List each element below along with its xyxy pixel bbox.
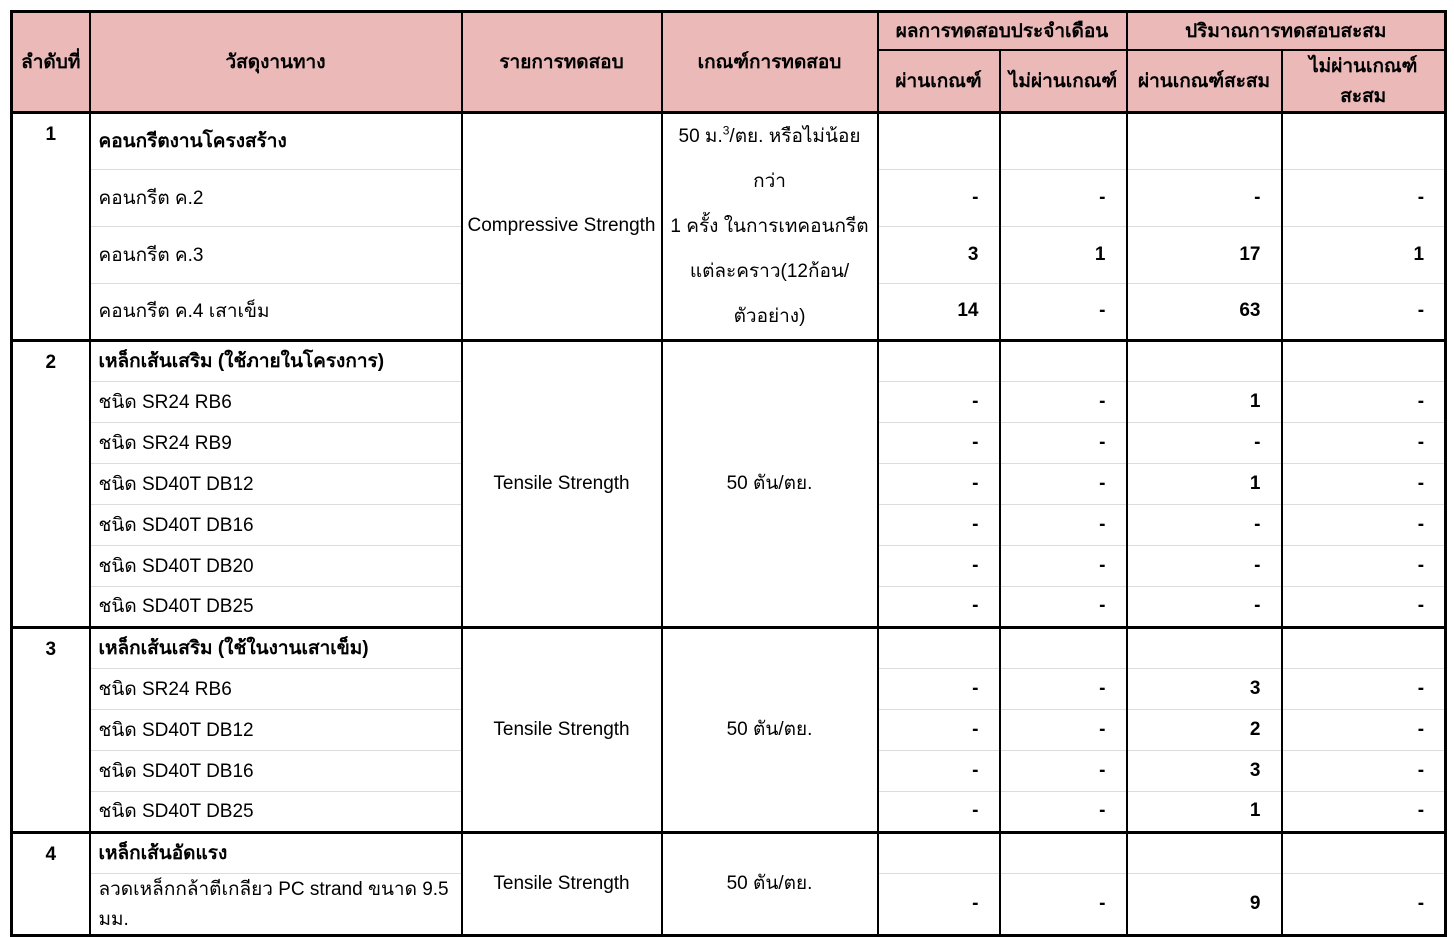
fail-cumulative-value-cell: -: [1282, 463, 1446, 504]
table-row: [12, 340, 1446, 381]
header-cell-no: ลำดับที่: [12, 12, 90, 113]
criteria-line: 50 ตัน/ตย.: [726, 473, 813, 494]
fail-value-cell: -: [1000, 873, 1127, 935]
fail-value-cell: -: [1000, 283, 1127, 340]
pass-cumulative-value-cell: 17: [1127, 226, 1282, 283]
fail-cumulative-value-cell: -: [1282, 709, 1446, 750]
pass-cumulative-value-cell: 1: [1127, 381, 1282, 422]
criteria-line: 50 ตัน/ตย.: [726, 873, 813, 894]
material-cell: เหล็กเส้นอัดแรง: [90, 832, 462, 873]
fail-value-cell: -: [1000, 381, 1127, 422]
test-name-cell: Tensile Strength: [462, 340, 662, 627]
header-cell-fail-cumulative: ไม่ผ่านเกณฑ์สะสม: [1282, 50, 1446, 113]
criteria-cell: [662, 112, 878, 340]
fail-cumulative-value-cell: [1282, 340, 1446, 381]
fail-value-cell: -: [1000, 463, 1127, 504]
row-number-cell: [12, 340, 90, 627]
pass-value-cell: -: [878, 668, 1000, 709]
fail-cumulative-value-cell: -: [1282, 873, 1446, 935]
pass-cumulative-value-cell: -: [1127, 586, 1282, 627]
fail-value-cell: [1000, 340, 1127, 381]
table-row: [12, 112, 1446, 169]
pass-value-cell: -: [878, 545, 1000, 586]
material-cell: ลวดเหล็กกล้าตีเกลียว PC strand ขนาด 9.5 มม.: [90, 873, 462, 935]
criteria-line: แต่ละคราว(12ก้อน/ตัวอย่าง): [689, 260, 850, 327]
fail-value-cell: [1000, 112, 1127, 169]
criteria-cell: [662, 340, 878, 627]
material-cell: ชนิด SD40T DB25: [90, 791, 462, 832]
fail-cumulative-value-cell: -: [1282, 586, 1446, 627]
header-group-monthly: ผลการทดสอบประจำเดือน: [878, 12, 1127, 50]
fail-cumulative-value-cell: [1282, 112, 1446, 169]
fail-cumulative-value-cell: [1282, 832, 1446, 873]
pass-value-cell: -: [878, 791, 1000, 832]
table-body: [12, 112, 1446, 935]
table-row: [12, 627, 1446, 668]
table-header: [12, 12, 1446, 113]
pass-cumulative-value-cell: [1127, 112, 1282, 169]
pass-cumulative-value-cell: -: [1127, 504, 1282, 545]
pass-cumulative-value-cell: 9: [1127, 873, 1282, 935]
fail-value-cell: [1000, 832, 1127, 873]
pass-value-cell: [878, 340, 1000, 381]
fail-value-cell: -: [1000, 169, 1127, 226]
test-name-cell: Tensile Strength: [462, 832, 662, 935]
row-number-text: 4: [45, 843, 57, 865]
criteria-prefix: 50 ม.: [678, 125, 723, 147]
fail-cumulative-value-cell: -: [1282, 750, 1446, 791]
fail-value-cell: -: [1000, 504, 1127, 545]
pass-value-cell: [878, 112, 1000, 169]
header-cell-criteria: เกณฑ์การทดสอบ: [662, 12, 878, 113]
header-row-groups: [12, 12, 1446, 50]
fail-cumulative-value-cell: -: [1282, 791, 1446, 832]
pass-value-cell: -: [878, 422, 1000, 463]
pass-cumulative-value-cell: -: [1127, 422, 1282, 463]
material-cell: ชนิด SD40T DB12: [90, 709, 462, 750]
pass-cumulative-value-cell: 2: [1127, 709, 1282, 750]
fail-cumulative-value-cell: -: [1282, 545, 1446, 586]
test-name-cell: Compressive Strength: [462, 112, 662, 340]
fail-cumulative-value-cell: 1: [1282, 226, 1446, 283]
material-cell: ชนิด SD40T DB20: [90, 545, 462, 586]
pass-cumulative-value-cell: [1127, 832, 1282, 873]
fail-cumulative-value-cell: -: [1282, 668, 1446, 709]
pass-value-cell: -: [878, 381, 1000, 422]
fail-value-cell: [1000, 627, 1127, 668]
fail-cumulative-value-cell: -: [1282, 169, 1446, 226]
fail-cumulative-value-cell: -: [1282, 422, 1446, 463]
criteria-line: 1 ครั้ง ในการเทคอนกรีต: [670, 215, 869, 237]
pass-cumulative-value-cell: 1: [1127, 463, 1282, 504]
header-group-cumulative: ปริมาณการทดสอบสะสม: [1127, 12, 1446, 50]
criteria-suffix: /ตย. หรือไม่น้อยกว่า: [729, 125, 861, 192]
criteria-superscript: 3: [722, 123, 730, 138]
pass-value-cell: [878, 627, 1000, 668]
pass-value-cell: -: [878, 750, 1000, 791]
fail-cumulative-value-cell: [1282, 627, 1446, 668]
header-cell-test: รายการทดสอบ: [462, 12, 662, 113]
pass-cumulative-value-cell: 1: [1127, 791, 1282, 832]
pass-cumulative-value-cell: [1127, 627, 1282, 668]
fail-cumulative-value-cell: -: [1282, 381, 1446, 422]
pass-value-cell: 3: [878, 226, 1000, 283]
material-cell: คอนกรีต ค.3: [90, 226, 462, 283]
material-cell: เหล็กเส้นเสริม (ใช้ในงานเสาเข็ม): [90, 627, 462, 668]
pass-value-cell: -: [878, 873, 1000, 935]
material-cell: คอนกรีต ค.2: [90, 169, 462, 226]
material-cell: ชนิด SD40T DB12: [90, 463, 462, 504]
row-number-cell: [12, 832, 90, 935]
row-number-text: 1: [45, 123, 57, 145]
header-cell-pass-cumulative: ผ่านเกณฑ์สะสม: [1127, 50, 1282, 113]
material-cell: ชนิด SR24 RB6: [90, 668, 462, 709]
row-number-cell: [12, 112, 90, 340]
pass-value-cell: 14: [878, 283, 1000, 340]
header-cell-material: วัสดุงานทาง: [90, 12, 462, 113]
fail-value-cell: -: [1000, 545, 1127, 586]
pass-value-cell: -: [878, 504, 1000, 545]
criteria-line: 50 ตัน/ตย.: [726, 719, 813, 740]
fail-value-cell: -: [1000, 422, 1127, 463]
row-number-cell: [12, 627, 90, 832]
criteria-cell: [662, 627, 878, 832]
pass-cumulative-value-cell: -: [1127, 545, 1282, 586]
criteria-line: [663, 114, 877, 204]
criteria-cell: [662, 832, 878, 935]
material-cell: ชนิด SD40T DB16: [90, 750, 462, 791]
fail-value-cell: 1: [1000, 226, 1127, 283]
row-number-text: 2: [45, 351, 57, 373]
material-cell: เหล็กเส้นเสริม (ใช้ภายในโครงการ): [90, 340, 462, 381]
header-cell-pass: ผ่านเกณฑ์: [878, 50, 1000, 113]
fail-value-cell: -: [1000, 709, 1127, 750]
fail-value-cell: -: [1000, 668, 1127, 709]
pass-cumulative-value-cell: 3: [1127, 750, 1282, 791]
fail-cumulative-value-cell: -: [1282, 504, 1446, 545]
material-cell: ชนิด SD40T DB25: [90, 586, 462, 627]
pass-value-cell: -: [878, 169, 1000, 226]
pass-value-cell: [878, 832, 1000, 873]
header-cell-fail: ไม่ผ่านเกณฑ์: [1000, 50, 1127, 113]
fail-value-cell: -: [1000, 791, 1127, 832]
fail-cumulative-value-cell: -: [1282, 283, 1446, 340]
pass-cumulative-value-cell: -: [1127, 169, 1282, 226]
fail-value-cell: -: [1000, 750, 1127, 791]
test-name-cell: Tensile Strength: [462, 627, 662, 832]
fail-value-cell: -: [1000, 586, 1127, 627]
pass-value-cell: -: [878, 463, 1000, 504]
material-cell: ชนิด SR24 RB6: [90, 381, 462, 422]
row-number-text: 3: [45, 638, 57, 660]
material-cell: ชนิด SD40T DB16: [90, 504, 462, 545]
pass-value-cell: -: [878, 709, 1000, 750]
materials-test-table: [10, 10, 1447, 937]
material-cell: ชนิด SR24 RB9: [90, 422, 462, 463]
pass-cumulative-value-cell: 3: [1127, 668, 1282, 709]
report-table-container: [10, 10, 1447, 937]
material-cell: คอนกรีต ค.4 เสาเข็ม: [90, 283, 462, 340]
material-cell: คอนกรีตงานโครงสร้าง: [90, 112, 462, 169]
pass-value-cell: -: [878, 586, 1000, 627]
pass-cumulative-value-cell: 63: [1127, 283, 1282, 340]
table-row: [12, 832, 1446, 873]
pass-cumulative-value-cell: [1127, 340, 1282, 381]
